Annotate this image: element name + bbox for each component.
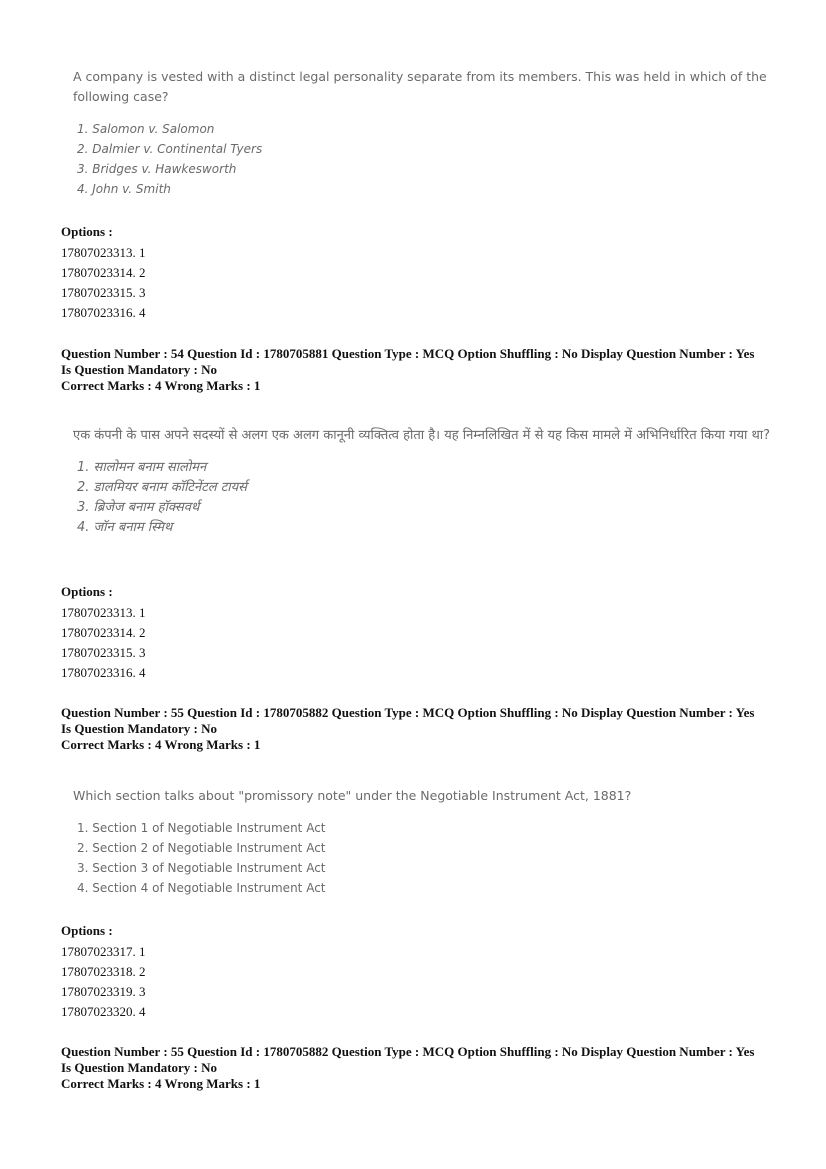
options-block-3: [61, 922, 801, 1022]
marks-line: Correct Marks : 4 Wrong Marks : 1: [61, 378, 261, 393]
option-line: 17807023315. 3: [61, 645, 146, 660]
choice-item: 4. John v. Smith: [77, 182, 171, 196]
option-line: 17807023320. 4: [61, 1004, 146, 1019]
choice-list: [77, 119, 773, 199]
option-line: 17807023314. 2: [61, 265, 146, 280]
question-image-1: [73, 67, 773, 199]
options-label: Options :: [61, 923, 113, 938]
question-meta-line: Question Number : 54 Question Id : 1780705881 Question Type : MCQ Option Shuffling : No Display Question Number : Yes: [61, 346, 755, 361]
option-line: 17807023315. 3: [61, 285, 146, 300]
option-line: 17807023316. 4: [61, 665, 146, 680]
options-block-1: [61, 223, 801, 323]
choice-item: 3. Section 3 of Negotiable Instrument Act: [77, 861, 326, 875]
choice-item: 4. जॉन बनाम स्मिथ: [77, 520, 173, 535]
choice-item: 1. सालोमन बनाम सालोमन: [77, 460, 207, 475]
question-mandatory-line: Is Question Mandatory : No: [61, 1060, 218, 1075]
option-line: 17807023318. 2: [61, 964, 146, 979]
question-meta-line: Question Number : 55 Question Id : 1780705882 Question Type : MCQ Option Shuffling : No Display Question Number : Yes: [61, 1044, 755, 1059]
options-label: Options :: [61, 584, 113, 599]
choice-item: 1. Salomon v. Salomon: [77, 122, 215, 136]
choice-item: 4. Section 4 of Negotiable Instrument Act: [77, 881, 326, 895]
option-line: 17807023319. 3: [61, 984, 146, 999]
choice-item: 2. Dalmier v. Continental Tyers: [77, 142, 263, 156]
question-text: Which section talks about "promissory note" under the Negotiable Instrument Act, 1881?: [73, 788, 632, 803]
choice-item: 2. Section 2 of Negotiable Instrument Act: [77, 841, 326, 855]
question-image-2: [73, 425, 773, 538]
choice-list: [77, 818, 773, 898]
choice-item: 1. Section 1 of Negotiable Instrument Act: [77, 821, 326, 835]
options-block-2: [61, 583, 801, 683]
option-line: 17807023317. 1: [61, 944, 146, 959]
choice-item: 3. Bridges v. Hawkesworth: [77, 162, 237, 176]
choice-item: 3. ब्रिजेज बनाम हॉक्सवर्थ: [77, 500, 200, 515]
choice-item: 2. डालमियर बनाम कॉटिनेंटल टायर्स: [77, 480, 247, 495]
options-label: Options :: [61, 224, 113, 239]
marks-line: Correct Marks : 4 Wrong Marks : 1: [61, 1076, 261, 1091]
choice-list: [77, 458, 773, 538]
question-meta-3: [61, 1044, 801, 1092]
option-line: 17807023313. 1: [61, 605, 146, 620]
question-meta-2: [61, 705, 801, 753]
question-text: एक कंपनी के पास अपने सदस्यों से अलग एक अलग कानूनी व्यक्तित्व होता है। यह निम्नलिखित में से यह किस मामले में अभिनिर्धारित किया गया था?: [73, 428, 771, 443]
question-meta-1: [61, 346, 801, 394]
question-image-3: [73, 786, 773, 898]
option-line: 17807023314. 2: [61, 625, 146, 640]
marks-line: Correct Marks : 4 Wrong Marks : 1: [61, 737, 261, 752]
question-mandatory-line: Is Question Mandatory : No: [61, 721, 218, 736]
question-mandatory-line: Is Question Mandatory : No: [61, 362, 218, 377]
question-text: A company is vested with a distinct legal personality separate from its members. This was held in which of the following case?: [73, 69, 767, 104]
question-meta-line: Question Number : 55 Question Id : 1780705882 Question Type : MCQ Option Shuffling : No Display Question Number : Yes: [61, 705, 755, 720]
option-line: 17807023316. 4: [61, 305, 146, 320]
option-line: 17807023313. 1: [61, 245, 146, 260]
